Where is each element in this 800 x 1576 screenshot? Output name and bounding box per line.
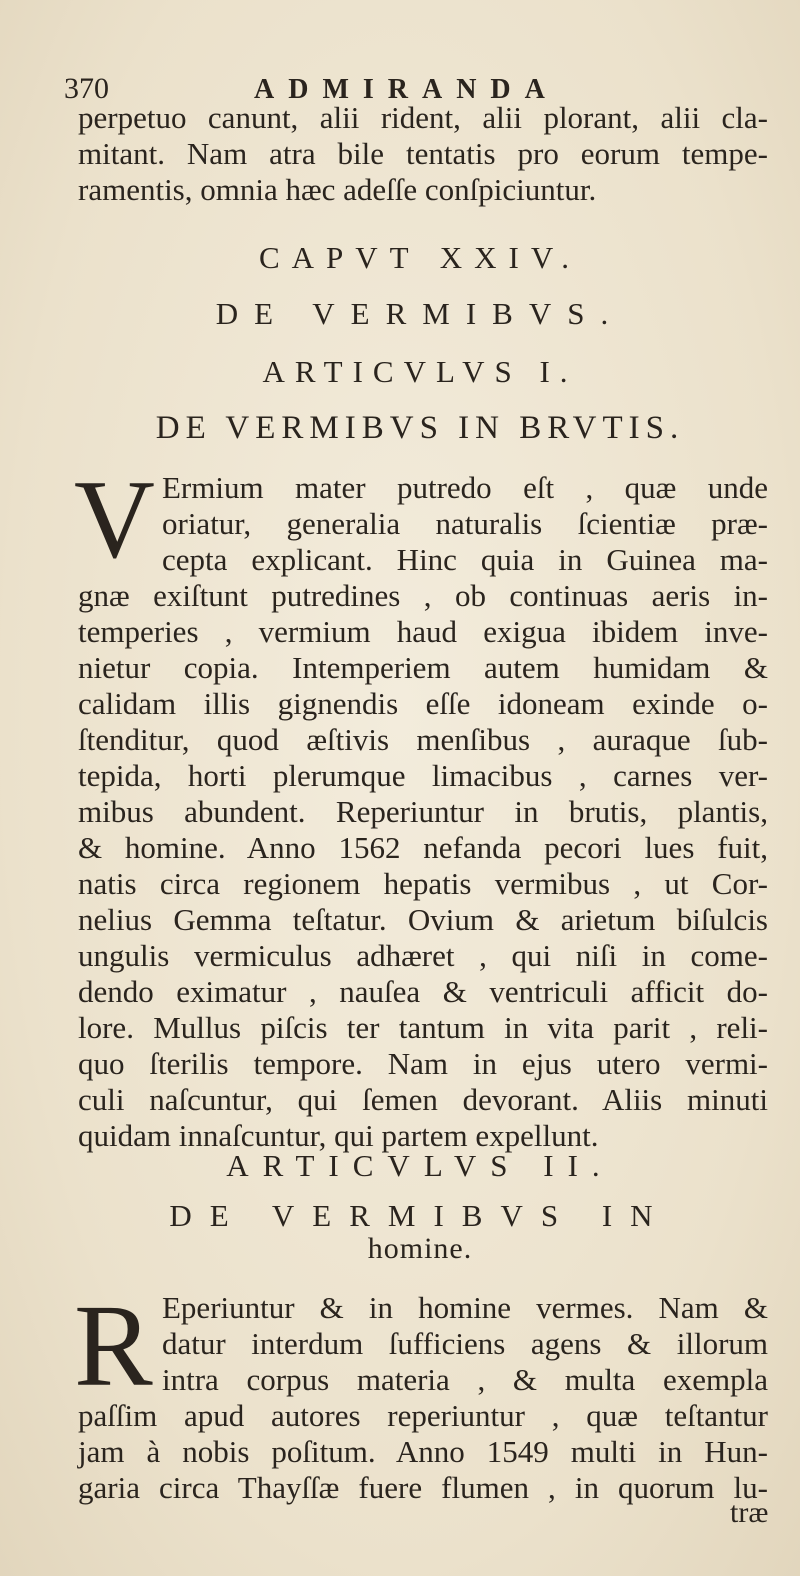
article-heading-1: ARTICVLVS I. <box>262 354 578 389</box>
text-line: & homine. Anno 1562 nefanda pecori lues fuit, <box>78 830 768 865</box>
text-line: mibus abundent. Reperiuntur in brutis, plantis, <box>78 794 768 829</box>
text-line: ſtenditur, quod æſtivis menſibus , auraque ſub- <box>78 722 768 757</box>
text-line: dendo eximatur , nauſea & ventriculi afficit do- <box>78 974 768 1009</box>
text-line: jam à nobis poſitum. Anno 1549 multi in Hun- <box>78 1434 768 1469</box>
text-line: lore. Mullus piſcis ter tantum in vita parit , reli- <box>78 1010 768 1045</box>
article-title-1: DE VERMIBVS IN BRVTIS. <box>155 410 685 446</box>
text-line: quidam innaſcuntur, qui partem expellunt. <box>78 1118 599 1153</box>
paragraph-homine <box>78 1290 768 1506</box>
text-line: intra corpus materia , & multa exempla <box>162 1362 768 1397</box>
text-line: garia circa Thayſſæ fuere flumen , in quorum lu- <box>78 1470 768 1505</box>
text-line: ramentis, omnia hæc adeſſe conſpiciuntur. <box>78 172 597 207</box>
article-heading-2: ARTICVLVS II. <box>226 1148 614 1183</box>
text-line: temperies , vermium haud exigua ibidem inve- <box>78 614 768 649</box>
text-line: cepta explicant. Hinc quia in Guinea ma- <box>162 542 768 577</box>
chapter-heading: CAPVT XXIV. <box>258 240 582 275</box>
text-line: nietur copia. Intemperiem autem humidam & <box>78 650 768 685</box>
text-line: calidam illis gignendis eſſe idoneam exinde o- <box>78 686 768 721</box>
running-title: ADMIRANDA <box>254 74 559 105</box>
text-line: ungulis vermiculus adhæret , qui niſi in come- <box>78 938 768 973</box>
text-line: gnæ exiſtunt putredines , ob continuas aeris in- <box>78 578 768 613</box>
text-line: quo ſterilis tempore. Nam in ejus utero vermi- <box>78 1046 768 1081</box>
text-line: oriatur, generalia naturalis ſcientiæ præ- <box>162 506 768 541</box>
paragraph-brutis <box>78 470 768 1154</box>
text-line: datur interdum ſufficiens agens & illorum <box>162 1326 768 1361</box>
text-line: Ermium mater putredo eſt , quæ unde <box>162 470 768 505</box>
text-line: paſſim apud autores reperiuntur , quæ teſtantur <box>78 1398 768 1433</box>
catchword: træ <box>730 1496 769 1529</box>
text-line: culi naſcuntur, qui ſemen devorant. Aliis minuti <box>78 1082 768 1117</box>
text-line: tepida, horti plerumque limacibus , carnes ver- <box>78 758 768 793</box>
drop-cap-v: V <box>74 458 155 582</box>
drop-cap-r: R <box>74 1280 153 1411</box>
article-title-2: DE VERMIBVS IN <box>169 1198 671 1233</box>
text-line: natis circa regionem hepatis vermibus , ut Cor- <box>78 866 768 901</box>
text-line: Eperiuntur & in homine vermes. Nam & <box>162 1290 768 1325</box>
article-title-2-cont: homine. <box>367 1232 473 1265</box>
text-line: nelius Gemma teſtatur. Ovium & arietum biſulcis <box>78 902 768 937</box>
text-line: mitant. Nam atra bile tentatis pro eorum tempe- <box>78 136 768 171</box>
page-number: 370 <box>64 72 109 105</box>
text-line: perpetuo canunt, alii rident, alii plorant, alii cla- <box>78 100 768 135</box>
continued-paragraph <box>78 100 768 208</box>
chapter-title: DE VERMIBVS. <box>215 296 625 331</box>
